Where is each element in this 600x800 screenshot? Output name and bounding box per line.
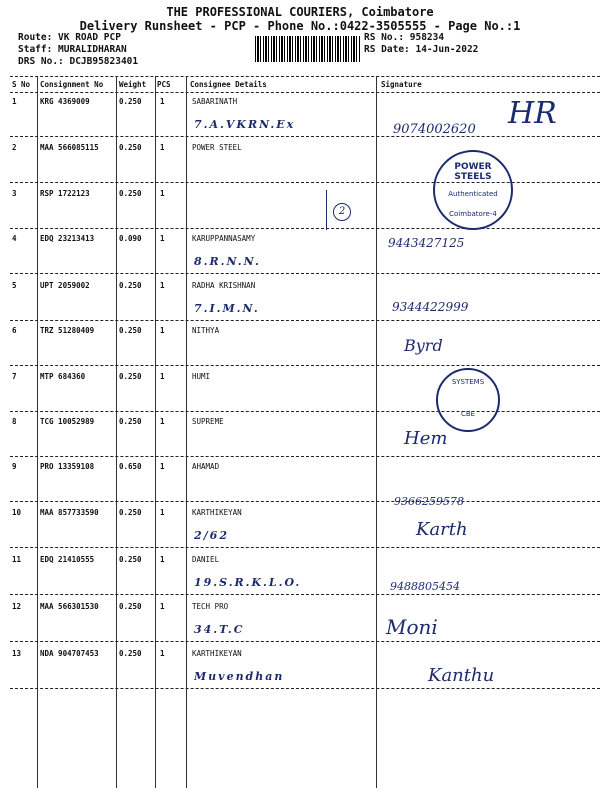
row-sno: 9 — [12, 462, 17, 471]
consignment-number: TRZ 51280409 — [40, 326, 95, 335]
signature: 9488805454 — [390, 580, 460, 593]
signature: 9366259578 — [394, 495, 464, 508]
row-sno: 7 — [12, 372, 17, 381]
consignee-name: NITHYA — [192, 326, 220, 335]
consignment-number: NDA 904707453 — [40, 649, 99, 658]
route: Route: VK ROAD PCP — [18, 32, 121, 43]
row-separator — [10, 365, 600, 366]
table-row — [0, 322, 600, 366]
consignment-number: TCG 10052989 — [40, 417, 95, 426]
consignee-name: POWER STEEL — [192, 143, 242, 152]
staff: Staff: MURALIDHARAN — [18, 44, 127, 55]
systems-stamp: SYSTEMS CBE — [436, 368, 500, 432]
weight: 0.250 — [119, 143, 142, 152]
row-separator — [10, 456, 600, 457]
row-sno: 6 — [12, 326, 17, 335]
pieces: 1 — [160, 281, 165, 290]
row-sno: 13 — [12, 649, 22, 658]
pieces: 1 — [160, 372, 165, 381]
table-row — [0, 551, 600, 595]
consignee-name: DANIEL — [192, 555, 220, 564]
col-weight: Weight — [119, 80, 147, 89]
col-sno: S No — [12, 80, 31, 89]
weight: 0.250 — [119, 97, 142, 106]
consignment-number: MAA 566301530 — [40, 602, 99, 611]
consignment-number: EDQ 23213413 — [40, 234, 95, 243]
row-sno: 10 — [12, 508, 22, 517]
weight: 0.250 — [119, 508, 142, 517]
row-separator — [10, 228, 600, 229]
pieces: 1 — [160, 97, 165, 106]
row-sno: 8 — [12, 417, 17, 426]
col-pcs: PCS — [157, 80, 171, 89]
weight: 0.250 — [119, 649, 142, 658]
row-separator — [10, 688, 600, 689]
pieces: 1 — [160, 462, 165, 471]
row-separator — [10, 411, 600, 412]
consignment-number: UPT 2059002 — [40, 281, 90, 290]
consignment-number: MAA 857733590 — [40, 508, 99, 517]
circled-mark: 2 — [333, 203, 351, 221]
weight: 0.250 — [119, 372, 142, 381]
rs-date: RS Date: 14-Jun-2022 — [364, 44, 479, 55]
row-separator — [10, 501, 600, 502]
row-sno: 4 — [12, 234, 17, 243]
table-row — [0, 504, 600, 548]
weight: 0.250 — [119, 602, 142, 611]
consignee-name: RADHA KRISHNAN — [192, 281, 256, 290]
consignment-number: RSP 1722123 — [40, 189, 90, 198]
consignment-number: MTP 684360 — [40, 372, 86, 381]
handwritten-address: Muvendhan — [194, 670, 285, 683]
document-title — [0, 5, 600, 33]
weight: 0.250 — [119, 326, 142, 335]
handwritten-address: 8.R.N.N. — [194, 255, 261, 268]
table-row — [0, 277, 600, 321]
pieces: 1 — [160, 555, 165, 564]
pieces: 1 — [160, 189, 165, 198]
pen-stroke — [326, 190, 327, 230]
consignee-name: TECH PRO — [192, 602, 229, 611]
power-steels-stamp: POWER STEELS Authenticated Coimbatore-4 — [433, 150, 513, 230]
pieces: 1 — [160, 326, 165, 335]
row-separator — [10, 273, 600, 274]
table-row — [0, 368, 600, 412]
row-separator — [10, 320, 600, 321]
row-sno: 12 — [12, 602, 22, 611]
row-separator — [10, 136, 600, 137]
weight: 0.090 — [119, 234, 142, 243]
weight: 0.250 — [119, 281, 142, 290]
signature: Moni — [386, 615, 438, 639]
consignment-number: PRO 13359108 — [40, 462, 95, 471]
consignee-name: SABARINATH — [192, 97, 238, 106]
weight: 0.250 — [119, 555, 142, 564]
signature: 9443427125 — [388, 236, 465, 250]
signature: Karth — [416, 519, 468, 540]
weight: 0.650 — [119, 462, 142, 471]
consignee-name: HUMI — [192, 372, 211, 381]
signature: Kanthu — [428, 665, 495, 686]
drs-number: DRS No.: DCJB95823401 — [18, 56, 139, 67]
signature: Hem — [404, 428, 448, 449]
signature: 9344422999 — [392, 300, 469, 314]
table-row — [0, 413, 600, 457]
barcode — [255, 36, 360, 62]
table-row — [0, 598, 600, 642]
table-header — [0, 76, 600, 92]
signature: Byrd — [404, 336, 443, 355]
handwritten-address: 7.I.M.N. — [194, 302, 260, 315]
row-separator — [10, 641, 600, 642]
consignment-number: EDQ 21410555 — [40, 555, 95, 564]
pieces: 1 — [160, 602, 165, 611]
pieces: 1 — [160, 508, 165, 517]
pieces: 1 — [160, 649, 165, 658]
initials-mark: HR — [508, 96, 557, 131]
row-sno: 3 — [12, 189, 17, 198]
consignment-number: KRG 4369009 — [40, 97, 90, 106]
row-separator — [10, 547, 600, 548]
pieces: 1 — [160, 143, 165, 152]
weight: 0.250 — [119, 189, 142, 198]
table-row — [0, 645, 600, 689]
col-consignee: Consignee Details — [190, 80, 267, 89]
signature: 9074002620 — [393, 122, 476, 137]
handwritten-address: 19.S.R.K.L.O. — [194, 576, 302, 589]
company-name: THE PROFESSIONAL COURIERS, Coimbatore — [166, 5, 434, 19]
consignment-number: MAA 566085115 — [40, 143, 99, 152]
consignee-name: KARUPPANNASAMY — [192, 234, 256, 243]
route-info — [18, 32, 138, 68]
handwritten-address: 34.T.C — [194, 623, 245, 636]
pieces: 1 — [160, 417, 165, 426]
consignee-name: SUPREME — [192, 417, 224, 426]
pieces: 1 — [160, 234, 165, 243]
runsheet-subtitle: Delivery Runsheet - PCP - Phone No.:0422-3505555 - Page No.:1 — [79, 19, 521, 33]
table-row — [0, 230, 600, 274]
handwritten-address: 2/62 — [194, 529, 229, 542]
col-consignment: Consignment No — [40, 80, 104, 89]
row-separator — [10, 594, 600, 595]
row-sno: 1 — [12, 97, 17, 106]
row-sno: 5 — [12, 281, 17, 290]
consignee-name: AHAMAD — [192, 462, 220, 471]
consignee-name: KARTHIKEYAN — [192, 649, 242, 658]
rs-info — [364, 32, 478, 56]
col-signature: Signature — [381, 80, 422, 89]
weight: 0.250 — [119, 417, 142, 426]
consignee-name: KARTHIKEYAN — [192, 508, 242, 517]
row-sno: 11 — [12, 555, 22, 564]
handwritten-address: 7.A.VKRN.Ex — [194, 118, 296, 131]
rs-number: RS No.: 958234 — [364, 32, 445, 43]
row-sno: 2 — [12, 143, 17, 152]
table-row — [0, 458, 600, 502]
